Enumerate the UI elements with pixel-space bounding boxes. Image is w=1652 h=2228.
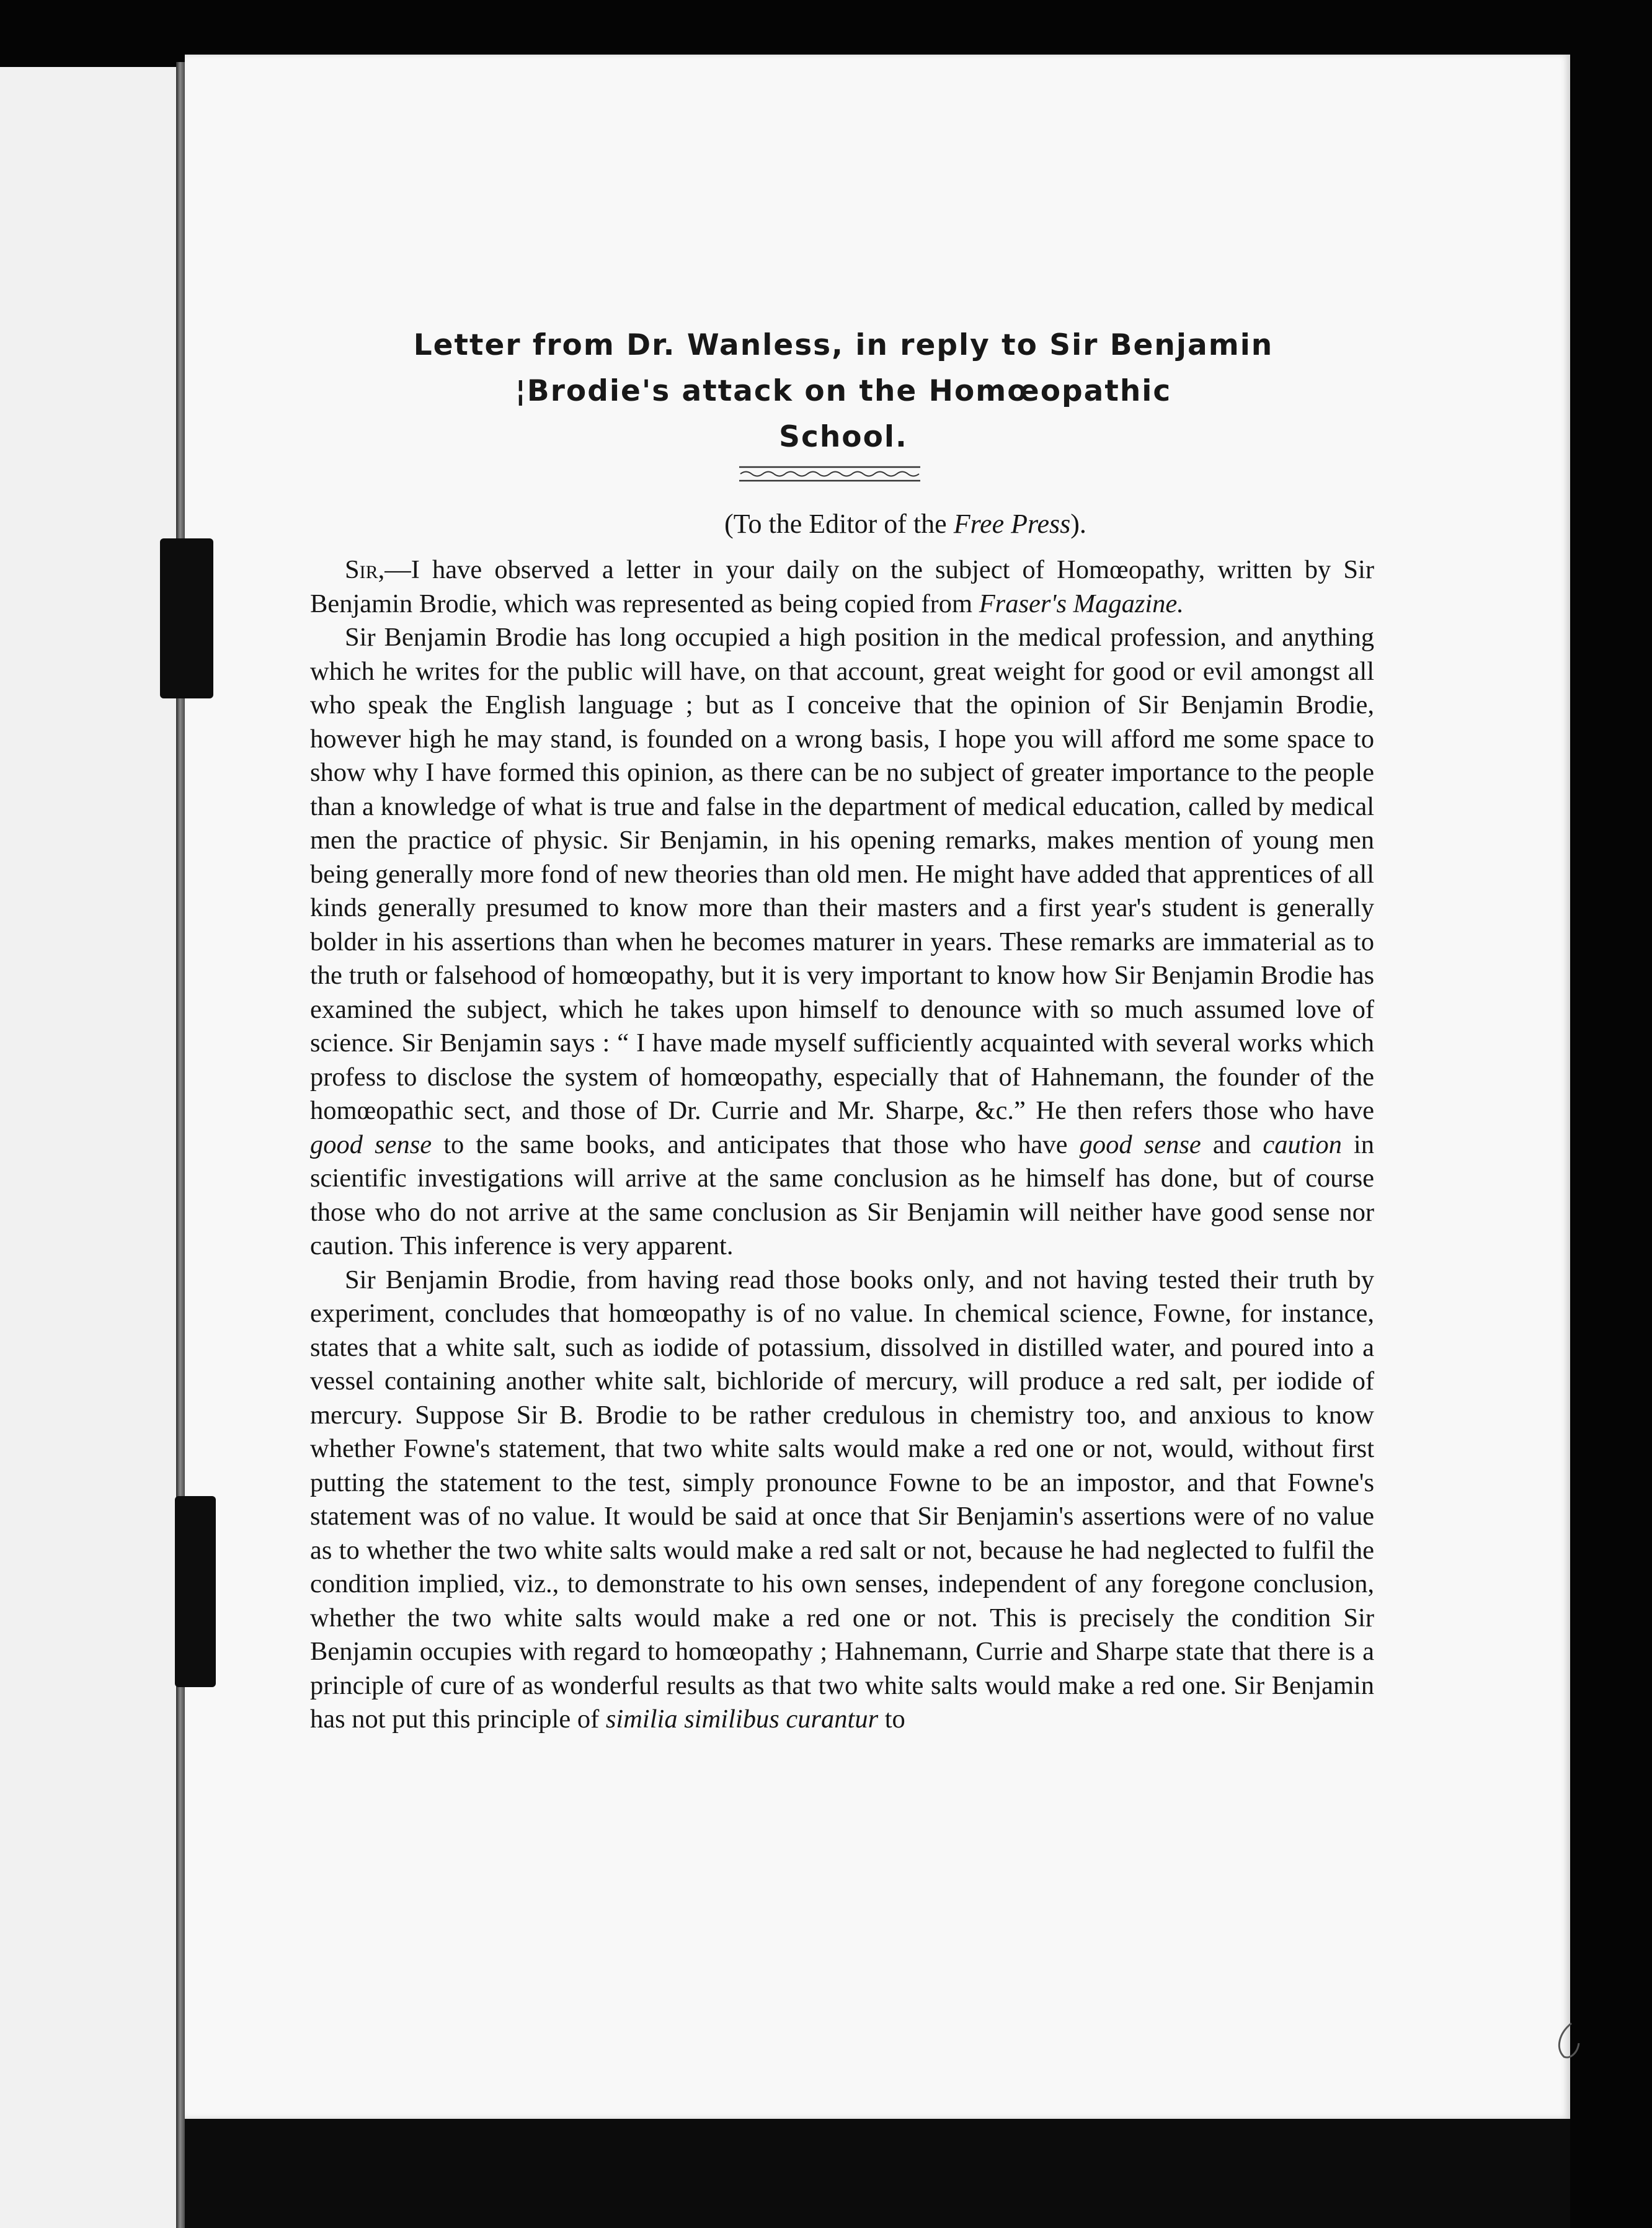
text-run: in scientific investigations will arrive at the same conclusion as he himself has done, but of course those who do not arrive at the same conclusion as Sir Benjamin will neither have good sense nor caution. This inference is very apparent. <box>310 1130 1374 1260</box>
italic-phrase: similia similibus curantur <box>605 1704 879 1734</box>
letter-body <box>310 553 1374 1737</box>
text-run: Sir Benjamin Brodie, from having read those books only, and not having tested their truth by experiment, concludes that homœopathy is of no value. In chemical science, Fowne, for instance, states that a white salt, such as iodide of potassium, dissolved in distilled water, and poured into a vessel containing another white salt, bichloride of mercury, will produce a red salt, per iodide of mercury. Suppose Sir B. Brodie to be rather credulous in chemistry too, and anxious to know whether Fowne's statement, that two white salts would make a red one or not, would, without first putting the statement to the test, simply pronounce Fowne to be an impostor, and that Fowne's statement was of no value. It would be said at once that Sir Benjamin's assertions were of no value as to whether the two white salts would make a red salt or not, because he had neglected to fulfil the condition implied, viz., to demonstrate to his own senses, independent of any foregone conclusion, whether the two white salts would make a red one or not. This is precisely the condition Sir Benjamin occupies with regard to homœopathy ; Hahnemann, Currie and Sharpe state that there is a principle of cure of as wonderful results as that two white salts would make a red one. Sir Benjamin has not put this principle of <box>310 1265 1374 1734</box>
text-run: Sir Benjamin Brodie has long occupied a high position in the medical profession, and anything which he writes for the public will have, on that account, great weight for good or evil amongst all who speak the English language ; but as I conceive that the opinion of Sir Benjamin Brodie, however high he may stand, is founded on a wrong basis, I hope you will afford me some space to show why I have formed this opinion, as there can be no subject of greater importance to the people than a knowledge of what is true and false in the department of medical education, called by medical men the practice of physic. Sir Benjamin, in his opening remarks, makes mention of young men being generally more fond of new theories than old men. He might have added that apprentices of all kinds generally presumed to know more than their masters and a first year's student is generally bolder in his assertions than when he becomes maturer in years. These remarks are immaterial as to the truth or falsehood of homœopathy, but it is very important to know how Sir Benjamin Brodie has examined the subject, which he takes upon himself to denounce with so much assumed love of science. Sir Benjamin says : “ I have made myself sufficiently acquainted with several works which profess to disclose the system of homœopathy, especially that of Hahnemann, the founder of the homœopathic sect, and those of Dr. Currie and Mr. Sharpe, &c.” He then refers those who have <box>310 623 1374 1125</box>
body-paragraph <box>310 621 1374 1263</box>
corner-curl-mark <box>1553 2021 1581 2061</box>
text-run: to <box>878 1704 905 1734</box>
addressee-before: (To the Editor of the <box>724 509 954 539</box>
text-run: ,—I have observed a letter in your daily on the subject of Homœopathy, written by Sir Benjamin Brodie, which was represented as being copied from <box>310 555 1374 618</box>
left-page-edge <box>0 67 181 2228</box>
title-line-1: Letter from Dr. Wanless, in reply to Sir Benjamin <box>413 328 1274 362</box>
italic-phrase: good sense <box>310 1130 432 1159</box>
salutation: Sir <box>345 555 378 584</box>
binding-tab-lower <box>175 1496 216 1687</box>
page-bottom-shadow <box>185 2119 1570 2228</box>
italic-phrase: caution <box>1263 1130 1342 1159</box>
addressee-after: ). <box>1070 509 1086 539</box>
letter-title <box>347 323 1339 460</box>
italic-phrase: good sense <box>1079 1130 1201 1159</box>
newspaper-name: Free Press <box>953 509 1071 539</box>
title-line-3: School. <box>779 420 908 454</box>
italic-phrase: Fraser's Magazine. <box>979 589 1184 618</box>
binding-tab-upper <box>160 538 213 698</box>
body-paragraph <box>310 553 1374 621</box>
title-ornament-rule <box>737 464 923 484</box>
addressee-line <box>310 502 1501 546</box>
text-run: to the same books, and anticipates that those who have <box>432 1130 1080 1159</box>
body-paragraph <box>310 1263 1374 1737</box>
title-line-2: ¦Brodie's attack on the Homœopathic <box>515 374 1172 408</box>
text-run: and <box>1201 1130 1263 1159</box>
